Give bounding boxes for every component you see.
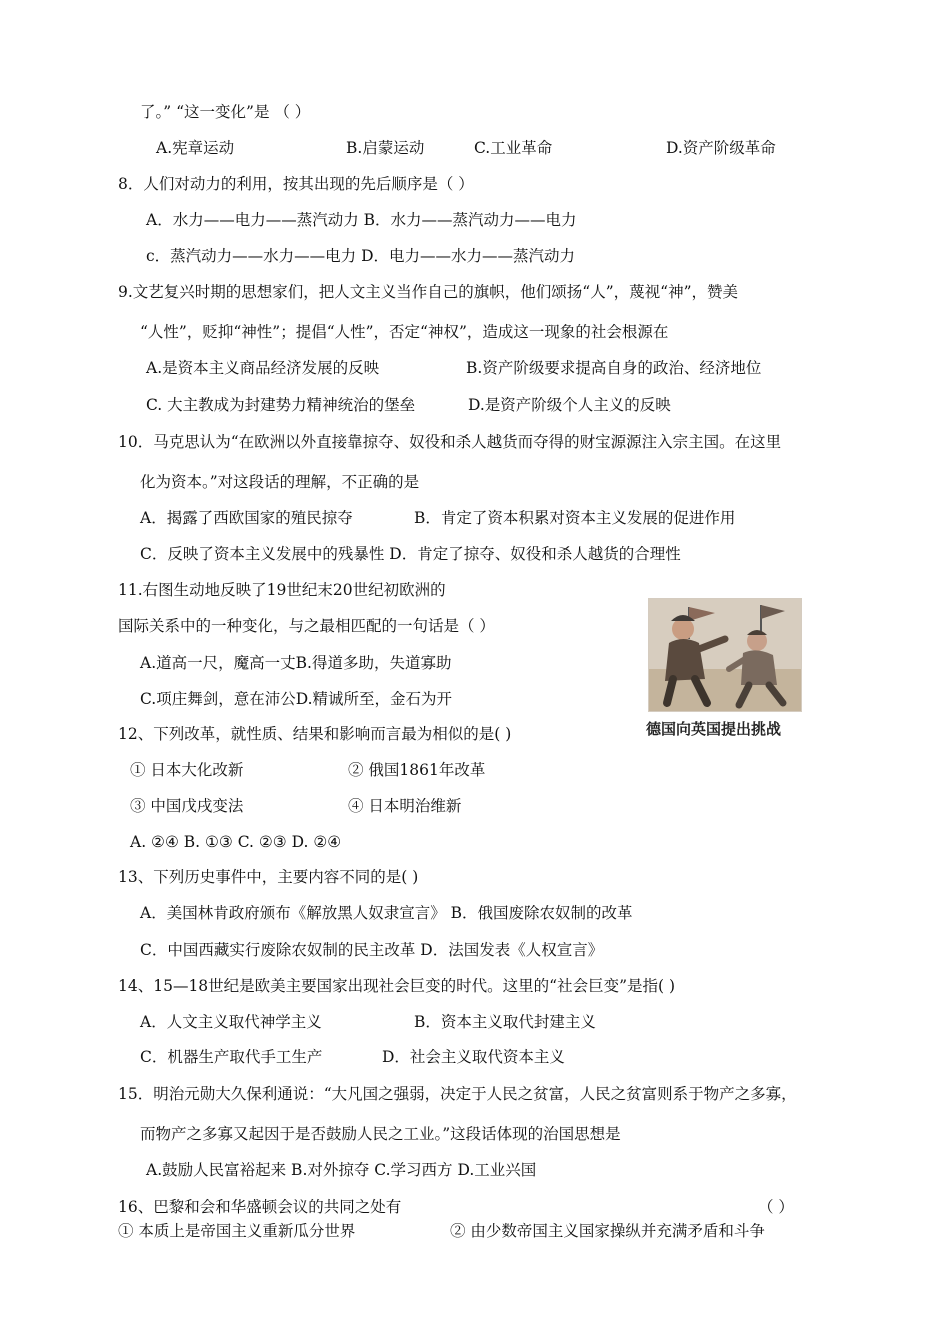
q12-options: A. ②④ B. ①③ C. ②③ D. ②④ xyxy=(130,833,342,851)
q11-stem-1: 11.右图生动地反映了19世纪末20世纪初欧洲的 xyxy=(118,581,446,599)
q8-stem: 8．人们对动力的利用，按其出现的先后顺序是（ ） xyxy=(118,175,474,193)
q10-option-a: A．揭露了西欧国家的殖民掠夺 xyxy=(140,509,353,527)
q11-options-cd: C.项庄舞剑，意在沛公D.精诚所至，金石为开 xyxy=(140,690,453,708)
q7-stem-tail: 了。” “这一变化”是 （ ） xyxy=(140,103,311,121)
q10-stem-2: 化为资本。”对这段话的理解，不正确的是 xyxy=(140,473,420,491)
q8-options-ab: A．水力——电力——蒸汽动力 B．水力——蒸汽动力——电力 xyxy=(146,211,577,229)
q12-item-1: ① 日本大化改新 xyxy=(130,761,244,779)
q9-option-d: D.是资产阶级个人主义的反映 xyxy=(468,396,671,414)
q12-item-3: ③ 中国戊戌变法 xyxy=(130,797,244,815)
q11-stem-2: 国际关系中的一种变化，与之最相匹配的一句话是（ ） xyxy=(118,617,495,635)
q9-option-a: A.是资本主义商品经济发展的反映 xyxy=(146,359,380,377)
q16-stem: 16、巴黎和会和华盛顿会议的共同之处有 xyxy=(118,1198,402,1216)
q14-option-c: C．机器生产取代手工生产 xyxy=(140,1048,323,1066)
q12-stem: 12、下列改革，就性质、结果和影响而言最为相似的是( ) xyxy=(118,725,512,743)
q15-stem-1: 15．明治元勋大久保利通说：“大凡国之强弱，决定于人民之贫富，人民之贫富则系于物产之多寡， xyxy=(118,1085,797,1103)
q15-stem-2: 而物产之多寡又起因于是否鼓励人民之工业。”这段话体现的治国思想是 xyxy=(140,1125,621,1143)
q13-options-ab: A．美国林肯政府颁布《解放黑人奴隶宣言》 B．俄国废除农奴制的改革 xyxy=(140,904,633,922)
q13-stem: 13、下列历史事件中，主要内容不同的是( ) xyxy=(118,868,419,886)
q10-option-b: B．肯定了资本积累对资本主义发展的促进作用 xyxy=(414,509,736,527)
q11-options-ab: A.道高一尺，魔高一丈B.得道多助，失道寡助 xyxy=(140,654,452,672)
q16-item-2: ② 由少数帝国主义国家操纵并充满矛盾和斗争 xyxy=(450,1222,765,1240)
q9-stem-2: “人性”，贬抑“神性”；提倡“人性”，否定“神权”，造成这一现象的社会根源在 xyxy=(140,323,669,341)
q7-option-b: B.启蒙运动 xyxy=(346,139,425,157)
q7-option-c: C.工业革命 xyxy=(474,139,553,157)
cartoon-illustration-icon xyxy=(649,599,801,711)
q7-option-d: D.资产阶级革命 xyxy=(666,139,776,157)
q8-options-cd: c．蒸汽动力——水力——电力 D．电力——水力——蒸汽动力 xyxy=(146,247,576,265)
q7-option-a: A.宪章运动 xyxy=(156,139,235,157)
q14-option-b: B．资本主义取代封建主义 xyxy=(414,1013,596,1031)
q14-stem: 14、15—18世纪是欧美主要国家出现社会巨变的时代。这里的“社会巨变”是指( ) xyxy=(118,977,676,995)
q15-options: A.鼓励人民富裕起来 B.对外掠夺 C.学习西方 D.工业兴国 xyxy=(146,1161,537,1179)
cartoon-image xyxy=(648,598,802,712)
q12-item-2: ② 俄国1861年改革 xyxy=(348,761,486,779)
cartoon-caption: 德国向英国提出挑战 xyxy=(646,720,782,738)
q13-options-cd: C．中国西藏实行废除农奴制的民主改革 D．法国发表《人权宣言》 xyxy=(140,941,604,959)
q14-option-d: D．社会主义取代资本主义 xyxy=(382,1048,565,1066)
q16-answer-bracket: （ ） xyxy=(758,1198,794,1216)
q16-item-1: ① 本质上是帝国主义重新瓜分世界 xyxy=(118,1222,356,1240)
q10-stem-1: 10．马克思认为“在欧洲以外直接靠掠夺、奴役和杀人越货而夺得的财宝源源注入宗主国。在这里 xyxy=(118,433,782,451)
q9-option-b: B.资产阶级要求提高自身的政治、经济地位 xyxy=(466,359,762,377)
q9-option-c: C. 大主教成为封建势力精神统治的堡垒 xyxy=(146,396,416,414)
q14-option-a: A．人文主义取代神学主义 xyxy=(140,1013,322,1031)
q10-options-cd: C．反映了资本主义发展中的残暴性 D．肯定了掠夺、奴役和杀人越货的合理性 xyxy=(140,545,681,563)
q9-stem-1: 9.文艺复兴时期的思想家们，把人文主义当作自己的旗帜，他们颂扬“人”，蔑视“神”，赞美 xyxy=(118,283,738,301)
q12-item-4: ④ 日本明治维新 xyxy=(348,797,462,815)
